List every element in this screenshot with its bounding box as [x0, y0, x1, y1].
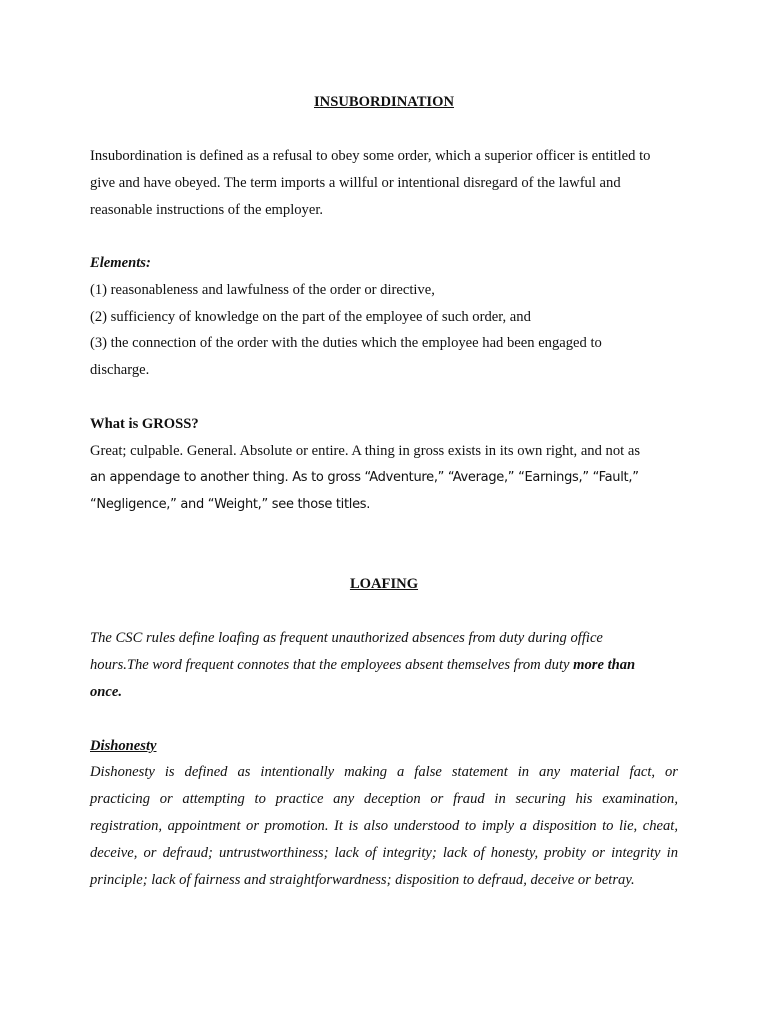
insubordination-para-line-3: reasonable instructions of the employer. [90, 202, 324, 218]
gross-heading: What is GROSS? [90, 416, 199, 432]
loafing-line-1: The CSC rules define loafing as frequent unauthorized absences from duty during office [90, 630, 603, 646]
dishonesty-line-4: deceive, or defraud; untrustworthiness; lack of integrity; lack of honesty, probity or integrity in [90, 845, 678, 861]
elements-label: Elements: [90, 255, 151, 271]
element-item-3-continued: discharge. [90, 362, 150, 378]
dishonesty-line-5: principle; lack of fairness and straightforwardness; disposition to defraud, deceive or betray. [90, 872, 635, 888]
loafing-line-3: once. [90, 684, 123, 700]
insubordination-para-line-1: Insubordination is defined as a refusal to obey some order, which a superior officer is entitled to [90, 148, 651, 164]
loafing-title: LOAFING [349, 576, 419, 592]
gross-line-3 [90, 495, 370, 514]
insubordination-title: INSUBORDINATION [313, 94, 454, 110]
gross-line-2-start: an appendage to another thing [90, 470, 285, 485]
loafing-line-2-emphasis: more than [573, 657, 636, 673]
element-item-3: (3) the connection of the order with the duties which the employee had been engaged to [90, 335, 602, 351]
gross-line-1: Great; culpable. General. Absolute or entire. A thing in gross exists in its own right, and not as [90, 443, 641, 459]
insubordination-para-line-2: give and have obeyed. The term imports a willful or intentional disregard of the lawful and [90, 175, 621, 191]
element-item-1: (1) reasonableness and lawfulness of the order or directive, [90, 282, 435, 298]
dishonesty-line-1: Dishonesty is defined as intentionally making a false statement in any material fact, or [90, 764, 678, 780]
gross-line-2-end: . As to gross “Adventure,” “Average,” “Earnings,” “Fault,” [284, 470, 639, 485]
dishonesty-line-3: registration, appointment or promotion. It is also understood to imply a disposition to lie, cheat, [90, 818, 678, 834]
loafing-line-2 [90, 656, 635, 674]
dishonesty-title: Dishonesty [90, 738, 157, 754]
gross-line-2 [90, 468, 639, 487]
loafing-line-2-text: hours.The word frequent connotes that the employees absent themselves from duty [90, 657, 574, 673]
gross-line-3-text: “Negligence,” and “Weight,” see those titles. [90, 497, 371, 512]
dishonesty-line-2: practicing or attempting to practice any deception or fraud in securing his examination, [90, 791, 678, 807]
element-item-2: (2) sufficiency of knowledge on the part of the employee of such order, and [90, 309, 531, 325]
